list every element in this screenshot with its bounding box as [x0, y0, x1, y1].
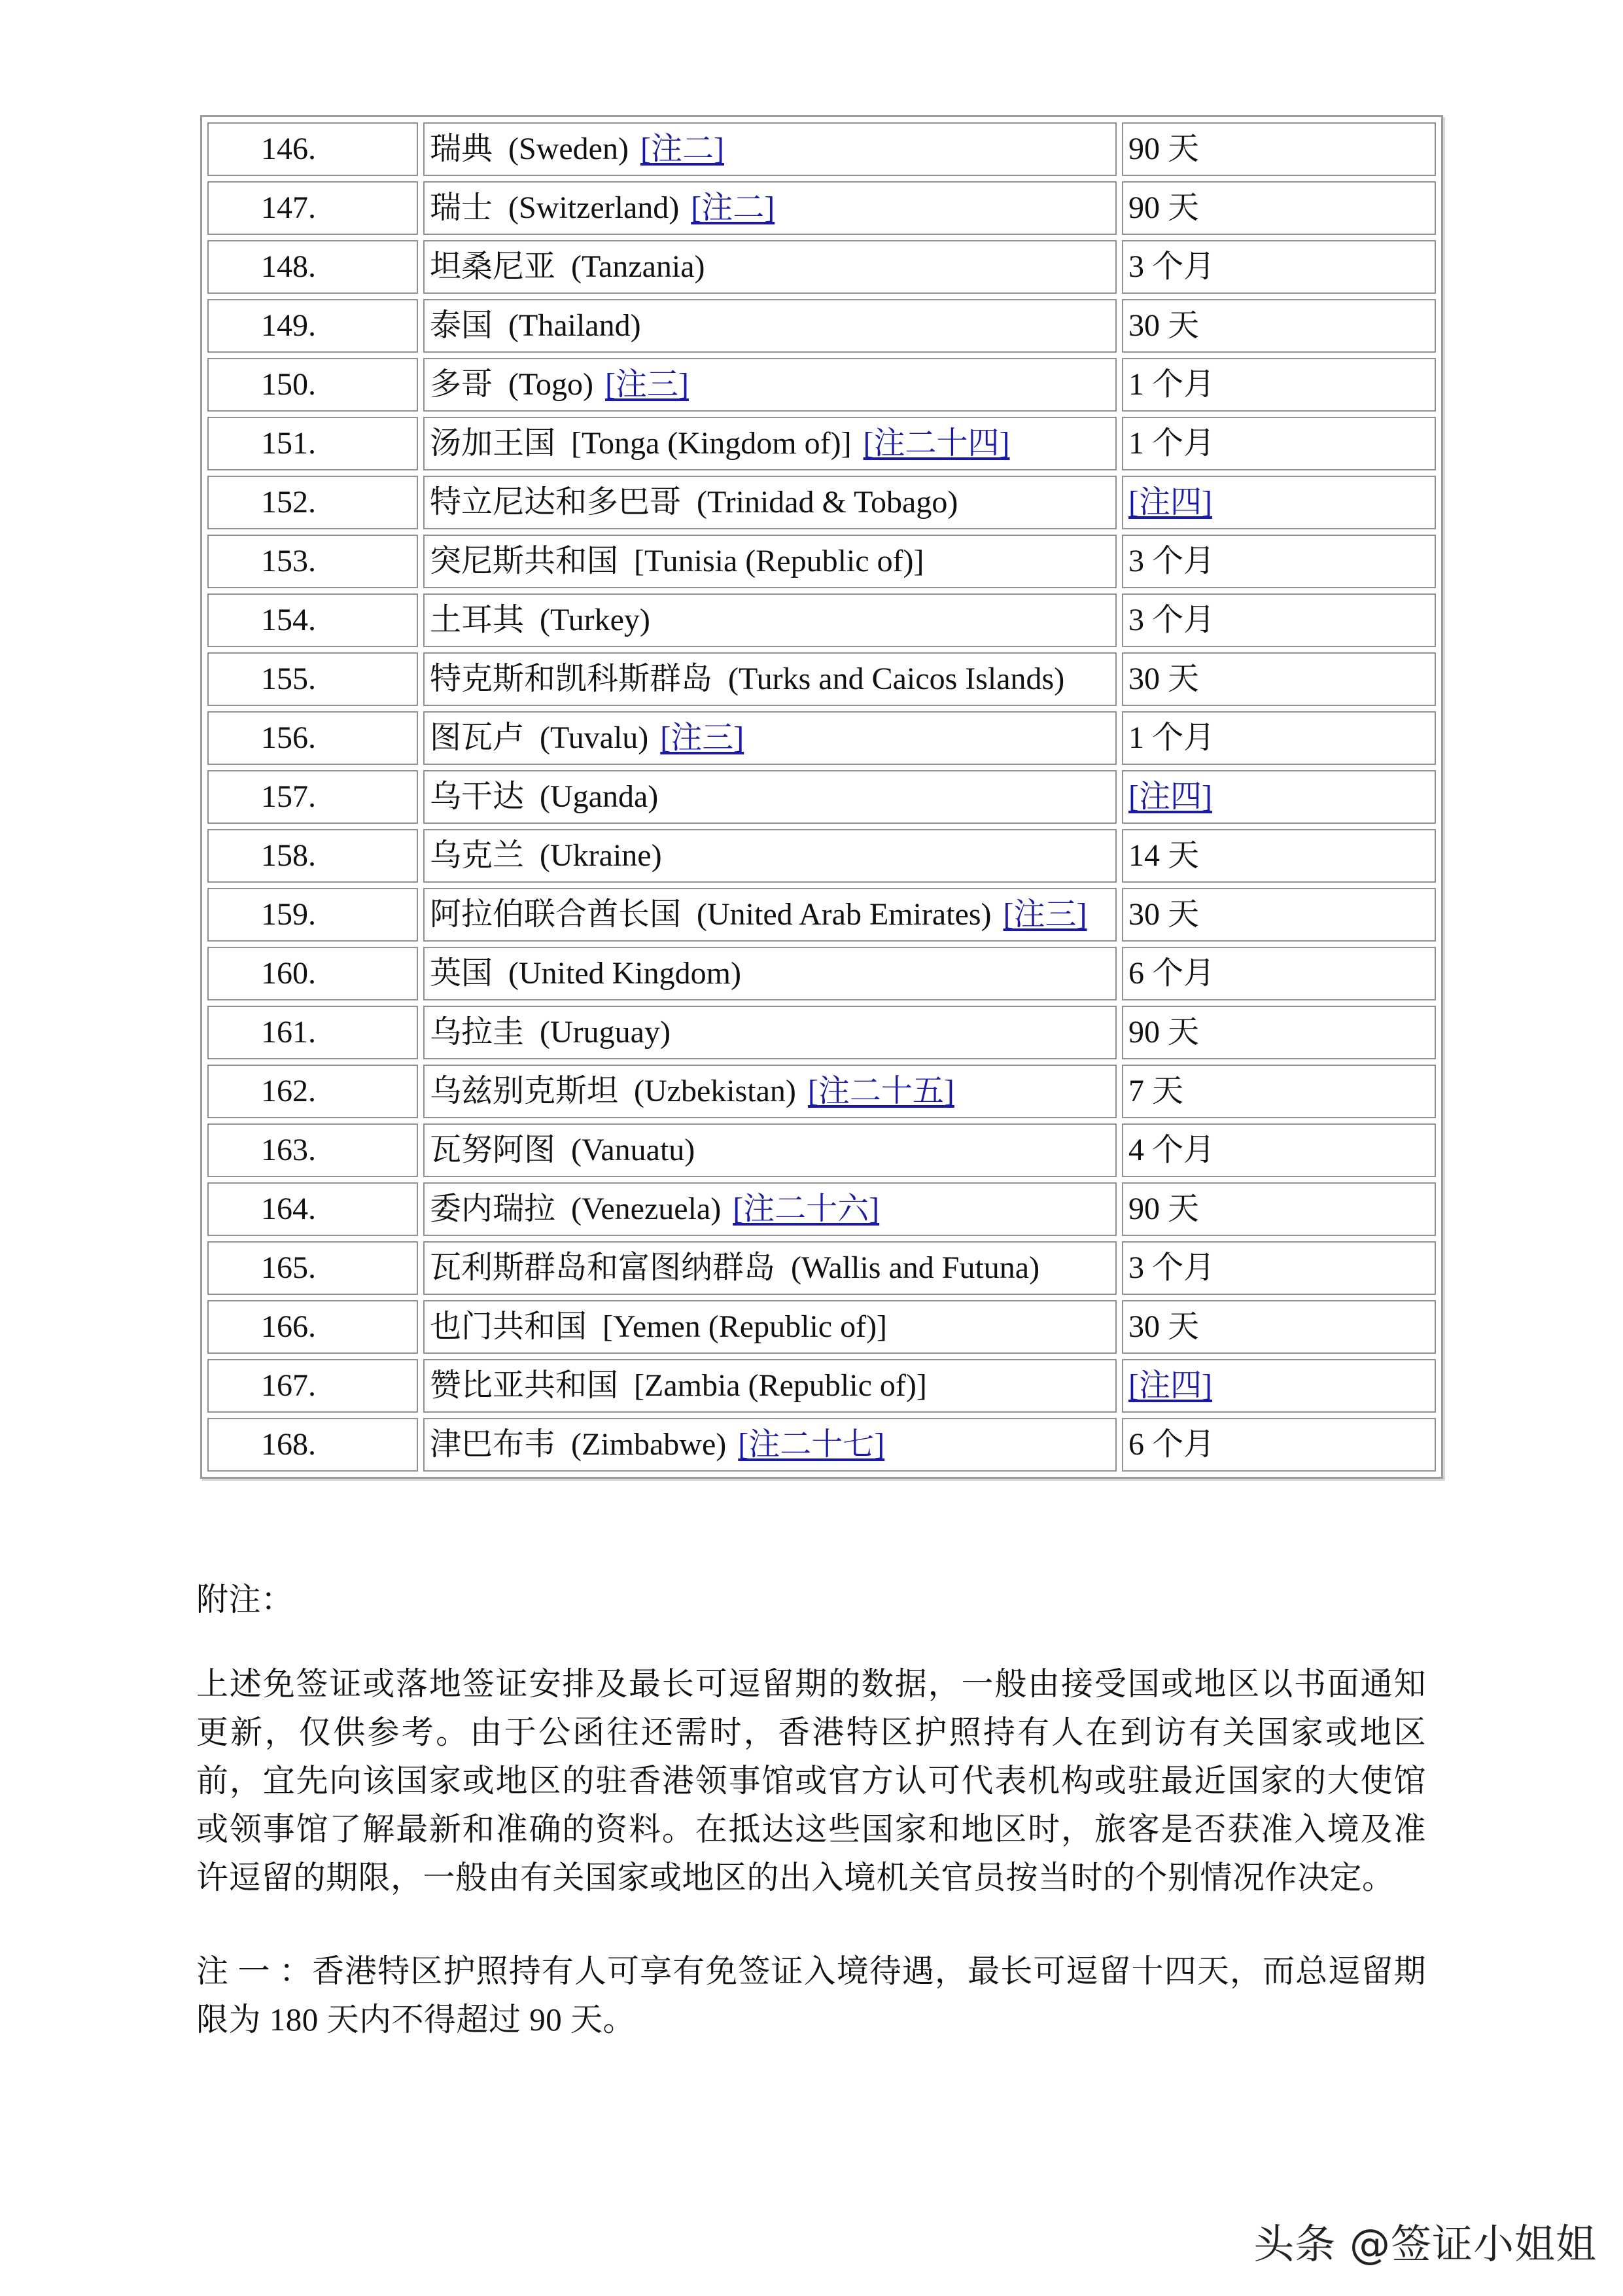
notes-heading: 附注：: [196, 1581, 294, 1617]
stay-duration: 1 个月: [1128, 720, 1215, 755]
country-name-en: (Tanzania): [571, 249, 705, 284]
row-number: 163.: [207, 1123, 418, 1177]
country-name-zh: 乌克兰: [430, 838, 525, 873]
visa-table-body: [207, 122, 1436, 1472]
country-name-en: (Thailand): [508, 308, 641, 343]
country-name-zh: 瓦努阿图: [430, 1133, 556, 1167]
stay-duration: 90 天: [1128, 190, 1200, 225]
country-cell: [423, 1065, 1117, 1118]
country-cell: [423, 888, 1117, 942]
country-cell: [423, 417, 1117, 470]
country-name-en: (Turkey): [540, 603, 650, 637]
stay-duration-cell: [1122, 888, 1436, 942]
stay-duration-cell: [1122, 770, 1436, 824]
country-cell: [423, 1123, 1117, 1177]
country-name-zh: 阿拉伯联合酋长国: [430, 897, 682, 932]
stay-duration-cell: [1122, 711, 1436, 765]
stay-duration: 4 个月: [1128, 1133, 1215, 1167]
country-name-en: (Switzerland): [508, 190, 680, 225]
note-link[interactable]: [注三]: [604, 367, 689, 402]
stay-duration-cell: [1122, 535, 1436, 588]
country-name-zh: 瑞士: [430, 190, 493, 225]
stay-duration-cell: [1122, 1123, 1436, 1177]
country-cell: [423, 770, 1117, 824]
row-number: 151.: [207, 417, 418, 470]
stay-duration: 14 天: [1128, 838, 1200, 873]
row-number: 150.: [207, 358, 418, 412]
stay-duration: 6 个月: [1128, 956, 1215, 991]
row-number: 160.: [207, 947, 418, 1000]
country-name-en: (Uganda): [540, 779, 659, 814]
country-name-zh: 英国: [430, 956, 493, 991]
country-name-zh: 赞比亚共和国: [430, 1368, 619, 1403]
note-link[interactable]: [注二]: [691, 190, 775, 225]
stay-duration: 30 天: [1128, 662, 1200, 696]
country-name-zh: 坦桑尼亚: [430, 249, 556, 284]
stay-duration: 30 天: [1128, 308, 1200, 343]
stay-duration-cell: [1122, 593, 1436, 647]
notes-paragraph: 上述免签证或落地签证安排及最长可逗留期的数据，一般由接受国或地区以书面通知更新，仅供参考。由于公函往还需时，香港特区护照持有人在到访有关国家或地区前，宜先向该国家或地区的驻香港领事馆或官方认可代表机构或驻最近国家的大使馆或领事馆了解最新和准确的资料。在抵达这些国家和地区时，旅客是否获准入境及准许逗留的期限，一般由有关国家或地区的出入境机关官员按当时的个别情况作决定。: [196, 1666, 1426, 1896]
note-link[interactable]: [注二]: [640, 132, 724, 166]
country-name-en: (Zimbabwe): [571, 1427, 727, 1462]
note-link[interactable]: [注二十五]: [807, 1074, 954, 1108]
country-name-zh: 乌拉圭: [430, 1015, 525, 1050]
country-name-zh: 特克斯和凯科斯群岛: [430, 662, 713, 696]
stay-duration: 30 天: [1128, 897, 1200, 932]
stay-duration: 3 个月: [1128, 544, 1215, 578]
stay-duration-cell: [1122, 1065, 1436, 1118]
country-name-en: (Togo): [508, 367, 593, 402]
table-row: [207, 829, 1436, 883]
note-link[interactable]: [注二十七]: [738, 1427, 885, 1462]
row-number: 166.: [207, 1300, 418, 1354]
note-link[interactable]: [注三]: [1003, 897, 1087, 932]
note-link[interactable]: [注三]: [660, 720, 744, 755]
country-name-en: [Tonga (Kingdom of)]: [571, 426, 852, 461]
country-name-en: (Ukraine): [540, 838, 662, 873]
stay-duration: 3 个月: [1128, 249, 1215, 284]
table-row: [207, 1182, 1436, 1236]
stay-duration-cell: [1122, 1241, 1436, 1295]
country-cell: [423, 299, 1117, 353]
country-name-en: (Uruguay): [540, 1015, 671, 1050]
table-row: [207, 1241, 1436, 1295]
country-name-en: (Turks and Caicos Islands): [728, 662, 1065, 696]
table-row: [207, 240, 1436, 294]
stay-duration-cell: [1122, 240, 1436, 294]
stay-duration-cell: [1122, 122, 1436, 176]
row-number: 156.: [207, 711, 418, 765]
row-number: 168.: [207, 1418, 418, 1472]
stay-duration-cell: [1122, 947, 1436, 1000]
table-row: [207, 1123, 1436, 1177]
country-name-en: (Wallis and Futuna): [791, 1250, 1040, 1285]
country-name-zh: 特立尼达和多巴哥: [430, 485, 682, 520]
table-row: [207, 711, 1436, 765]
row-number: 153.: [207, 535, 418, 588]
stay-duration: 90 天: [1128, 1192, 1200, 1226]
country-name-zh: 图瓦卢: [430, 720, 525, 755]
row-number: 157.: [207, 770, 418, 824]
table-row: [207, 358, 1436, 412]
table-row: [207, 947, 1436, 1000]
watermark: 头条 @签证小姐姐: [1253, 2220, 1597, 2268]
row-number: 148.: [207, 240, 418, 294]
table-row: [207, 593, 1436, 647]
stay-note-link[interactable]: [注四]: [1128, 779, 1212, 814]
country-name-zh: 乌兹别克斯坦: [430, 1074, 619, 1108]
country-name-en: (Sweden): [508, 132, 629, 166]
country-cell: [423, 1359, 1117, 1413]
country-name-en: (Venezuela): [571, 1192, 722, 1226]
table-row: [207, 1300, 1436, 1354]
stay-duration: 7 天: [1128, 1074, 1184, 1108]
row-number: 164.: [207, 1182, 418, 1236]
country-cell: [423, 711, 1117, 765]
country-name-en: (United Kingdom): [508, 956, 741, 991]
table-row: [207, 181, 1436, 235]
stay-duration: 3 个月: [1128, 1250, 1215, 1285]
table-row: [207, 888, 1436, 942]
country-name-zh: 乌干达: [430, 779, 525, 814]
table-row: [207, 417, 1436, 470]
country-cell: [423, 652, 1117, 706]
stay-duration: 90 天: [1128, 132, 1200, 166]
table-row: [207, 535, 1436, 588]
stay-duration-cell: [1122, 1006, 1436, 1059]
row-number: 152.: [207, 476, 418, 529]
row-number: 158.: [207, 829, 418, 883]
country-name-zh: 突尼斯共和国: [430, 544, 619, 578]
table-row: [207, 1065, 1436, 1118]
country-name-zh: 津巴布韦: [430, 1427, 556, 1462]
table-row: [207, 476, 1436, 529]
row-number: 155.: [207, 652, 418, 706]
row-number: 147.: [207, 181, 418, 235]
country-cell: [423, 476, 1117, 529]
stay-note-link[interactable]: [注四]: [1128, 485, 1212, 520]
country-cell: [423, 122, 1117, 176]
row-number: 154.: [207, 593, 418, 647]
stay-duration: 3 个月: [1128, 603, 1215, 637]
stay-duration-cell: [1122, 652, 1436, 706]
country-cell: [423, 358, 1117, 412]
stay-duration-cell: [1122, 299, 1436, 353]
stay-duration-cell: [1122, 1182, 1436, 1236]
stay-duration: 30 天: [1128, 1309, 1200, 1344]
stay-duration-cell: [1122, 1359, 1436, 1413]
country-name-zh: 多哥: [430, 367, 493, 402]
country-cell: [423, 1418, 1117, 1472]
row-number: 161.: [207, 1006, 418, 1059]
stay-duration-cell: [1122, 358, 1436, 412]
stay-duration-cell: [1122, 1418, 1436, 1472]
country-cell: [423, 1241, 1117, 1295]
country-name-en: [Zambia (Republic of)]: [634, 1368, 927, 1403]
country-name-zh: 委内瑞拉: [430, 1192, 556, 1226]
country-name-en: (Uzbekistan): [634, 1074, 796, 1108]
country-cell: [423, 1006, 1117, 1059]
stay-duration-cell: [1122, 1300, 1436, 1354]
stay-duration: 1 个月: [1128, 426, 1215, 461]
table-row: [207, 299, 1436, 353]
stay-duration-cell: [1122, 181, 1436, 235]
row-number: 165.: [207, 1241, 418, 1295]
stay-duration: 1 个月: [1128, 367, 1215, 402]
table-row: [207, 1418, 1436, 1472]
country-name-zh: 泰国: [430, 308, 493, 343]
stay-duration: 6 个月: [1128, 1427, 1215, 1462]
table-row: [207, 652, 1436, 706]
country-cell: [423, 240, 1117, 294]
table-row: [207, 770, 1436, 824]
stay-duration-cell: [1122, 417, 1436, 470]
row-number: 149.: [207, 299, 418, 353]
country-name-en: [Yemen (Republic of)]: [602, 1309, 888, 1344]
row-number: 146.: [207, 122, 418, 176]
row-number: 167.: [207, 1359, 418, 1413]
country-cell: [423, 947, 1117, 1000]
country-name-en: (United Arab Emirates): [697, 897, 992, 932]
country-name-zh: 汤加王国: [430, 426, 556, 461]
country-cell: [423, 1300, 1117, 1354]
table-row: [207, 1006, 1436, 1059]
visa-table: [200, 115, 1443, 1479]
country-name-zh: 瓦利斯群岛和富图纳群岛: [430, 1250, 776, 1285]
country-name-zh: 瑞典: [430, 132, 493, 166]
country-name-en: (Tuvalu): [540, 720, 649, 755]
stay-duration: 90 天: [1128, 1015, 1200, 1050]
country-name-zh: 也门共和国: [430, 1309, 587, 1344]
country-cell: [423, 829, 1117, 883]
table-row: [207, 1359, 1436, 1413]
note-1: 注 一 ：香港特区护照持有人可享有免签证入境待遇，最长可逗留十四天，而总逗留期限为 180 天内不得超过 90 天。: [196, 1953, 1426, 2038]
country-cell: [423, 181, 1117, 235]
country-name-en: (Trinidad & Tobago): [697, 485, 958, 520]
stay-note-link[interactable]: [注四]: [1128, 1368, 1212, 1403]
country-cell: [423, 535, 1117, 588]
country-name-zh: 土耳其: [430, 603, 525, 637]
note-link[interactable]: [注二十六]: [733, 1192, 880, 1226]
country-name-en: (Vanuatu): [571, 1133, 695, 1167]
row-number: 162.: [207, 1065, 418, 1118]
table-row: [207, 122, 1436, 176]
row-number: 159.: [207, 888, 418, 942]
country-cell: [423, 593, 1117, 647]
country-cell: [423, 1182, 1117, 1236]
country-name-en: [Tunisia (Republic of)]: [634, 544, 924, 578]
stay-duration-cell: [1122, 476, 1436, 529]
note-link[interactable]: [注二十四]: [863, 426, 1010, 461]
stay-duration-cell: [1122, 829, 1436, 883]
